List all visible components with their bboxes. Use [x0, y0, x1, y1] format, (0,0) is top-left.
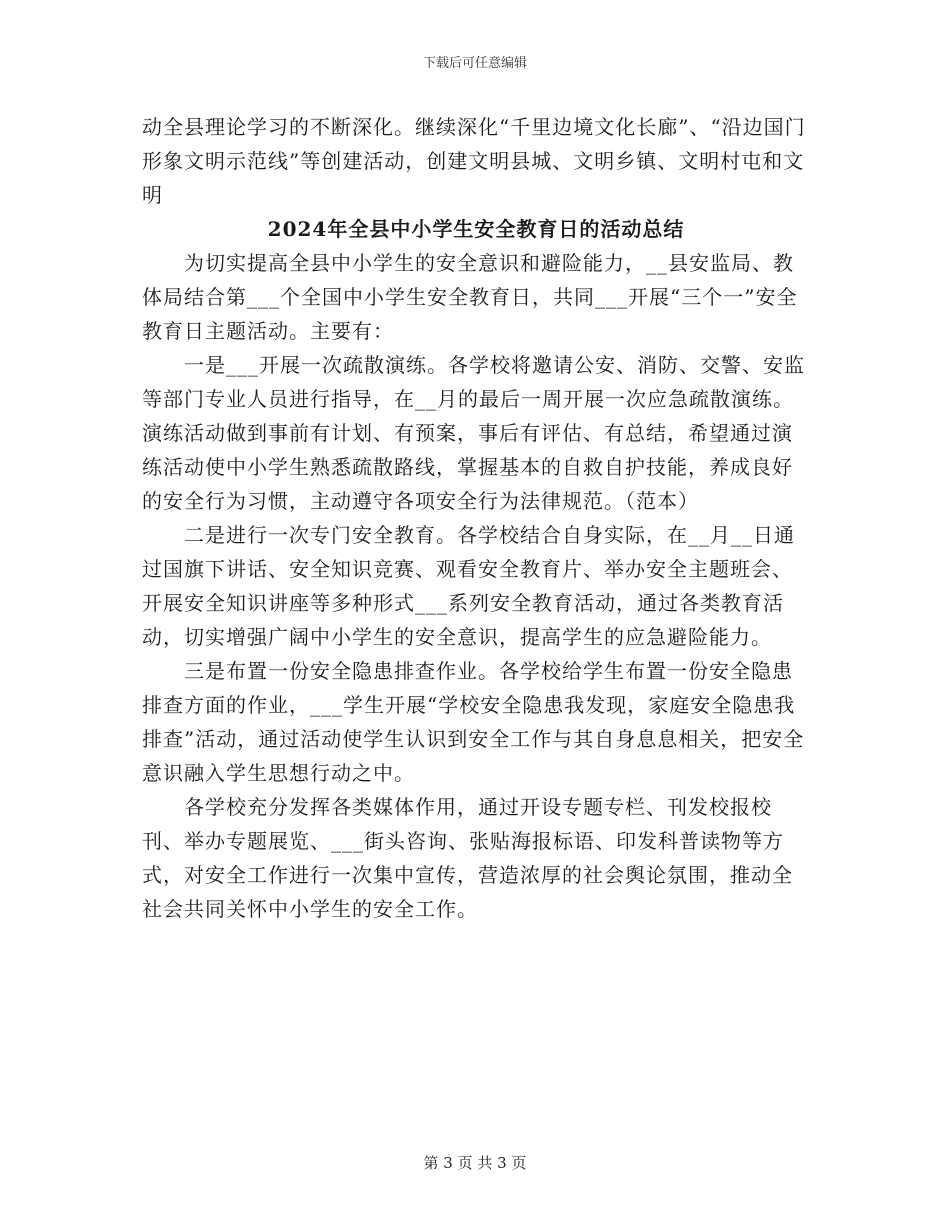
page-header-note: 下载后可任意编辑 [422, 56, 527, 71]
paragraph-media-publicity: 各学校充分发挥各类媒体作用，通过开设专题专栏、刊发校报校刊、举办专题展览、___街头咨询、张贴海报标语、印发科普读物等方式，对安全工作进行一次集中宣传，营造浓厚的社会舆论氛围，推动全社会共同关怀中小学生的安全工作。 [142, 795, 793, 921]
paragraph-safety-education: 二是进行一次专门安全教育。各学校结合自身实际，在__月__日通过国旗下讲话、安全知识竞赛、观看安全教育片、举办安全主题班会、开展安全知识讲座等多种形式___系列安全教育活动，通过各类教育活动，切实增强广阔中小学生的安全意识，提高学生的应急避险能力。 [142, 523, 795, 649]
paragraph-hazard-homework: 三是布置一份安全隐患排查作业。各学校给学生布置一份安全隐患排查方面的作业，___学生开展“学校安全隐患我发现，家庭安全隐患我排查”活动，通过活动使学生认识到安全工作与其自身息息相关，把安全意识融入学生思想行动之中。 [142, 659, 805, 785]
document-title: 2024年全县中小学生安全教育日的活动总结 [267, 217, 685, 241]
document-body [142, 110, 810, 926]
intro-fragment: 动全县理论学习的不断深化。继续深化“千里边境文化长廊”、“沿边国门形象文明示范线”等创建活动，创建文明县城、文明乡镇、文明村屯和文明 [142, 115, 806, 207]
paragraph-evacuation-drill: 一是___开展一次疏散演练。各学校将邀请公安、消防、交警、安监等部门专业人员进行指导，在__月的最后一周开展一次应急疏散演练。演练活动做到事前有计划、有预案，事后有评估、有总结，希望通过演练活动使中小学生熟悉疏散路线，掌握基本的自救自护技能，养成良好的安全行为习惯，主动遵守各项安全行为法律规范。（范本） [142, 353, 805, 513]
paragraph-intro: 为切实提高全县中小学生的安全意识和避险能力，__县安监局、教体局结合第___个全国中小学生安全教育日，共同___开展“三个一”安全教育日主题活动。主要有： [142, 251, 798, 343]
page-number-footer: 第 3 页 共 3 页 [423, 1154, 527, 1172]
